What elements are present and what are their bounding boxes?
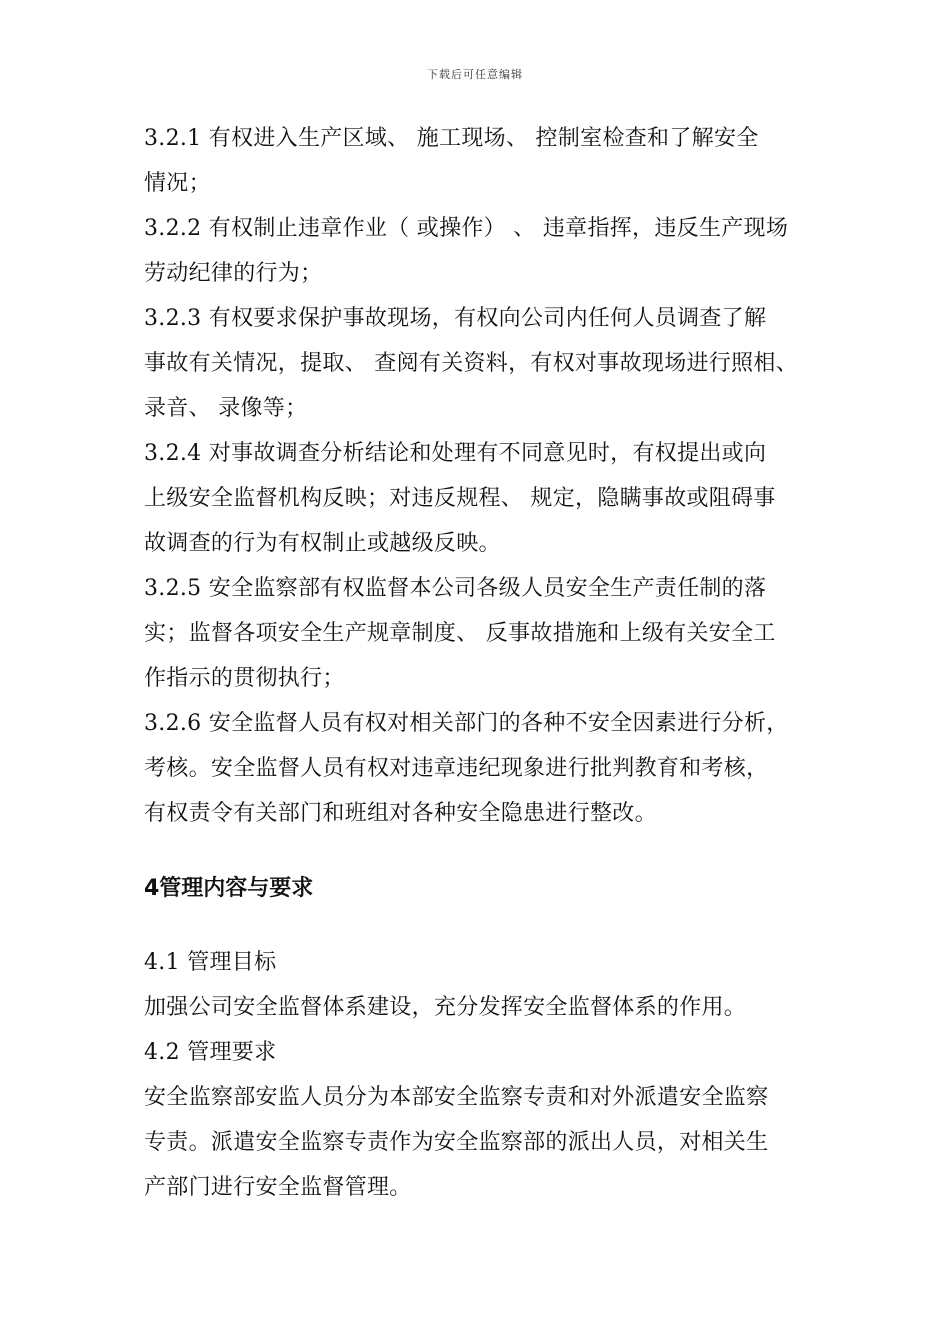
text-line: 3.2.4 对事故调查分析结论和处理有不同意见时，有权提出或向 (144, 441, 767, 466)
text-line: 上级安全监督机构反映；对违反规程、 规定，隐瞒事故或阻碍事 (144, 486, 776, 511)
section-4-body (144, 940, 824, 1210)
text-line: 3.2.1 有权进入生产区域、 施工现场、 控制室检查和了解安全 (144, 126, 759, 151)
text-line: 情况； (144, 171, 211, 196)
text-line: 考核。安全监督人员有权对违章违纪现象进行批判教育和考核， (144, 756, 769, 781)
text-line: 实；监督各项安全生产规章制度、 反事故措施和上级有关安全工 (144, 621, 776, 646)
text-line: 3.2.5 安全监察部有权监督本公司各级人员安全生产责任制的落 (144, 576, 767, 601)
text-line: 劳动纪律的行为； (144, 261, 323, 286)
section-3-2-clauses (144, 116, 824, 836)
text-line: 3.2.3 有权要求保护事故现场，有权向公司内任何人员调查了解 (144, 306, 767, 331)
text-line: 故调查的行为有权制止或越级反映。 (144, 531, 501, 556)
text-line: 3.2.2 有权制止违章作业（ 或操作） 、 违章指挥，违反生产现场 (144, 216, 789, 241)
text-line: 有权责令有关部门和班组对各种安全隐患进行整改。 (144, 801, 657, 826)
text-line: 专责。派遣安全监察专责作为安全监察部的派出人员，对相关生 (144, 1130, 769, 1155)
section-4-heading: 4管理内容与要求 (144, 876, 314, 901)
text-line: 产部门进行安全监督管理。 (144, 1175, 412, 1200)
text-line: 加强公司安全监督体系建设，充分发挥安全监督体系的作用。 (144, 995, 747, 1020)
text-line: 3.2.6 安全监督人员有权对相关部门的各种不安全因素进行分析， (144, 711, 789, 736)
subsection-title-4-2: 4.2 管理要求 (144, 1040, 277, 1065)
text-line: 作指示的贯彻执行； (144, 666, 345, 691)
page-header-note: 下载后可任意编辑 (427, 68, 523, 81)
subsection-title-4-1: 4.1 管理目标 (144, 950, 277, 975)
text-line: 安全监察部安监人员分为本部安全监察专责和对外派遣安全监察 (144, 1085, 769, 1110)
text-line: 事故有关情况，提取、 查阅有关资料，有权对事故现场进行照相、 (144, 351, 798, 376)
text-line: 录音、 录像等； (144, 396, 308, 421)
document-body (144, 116, 824, 1210)
